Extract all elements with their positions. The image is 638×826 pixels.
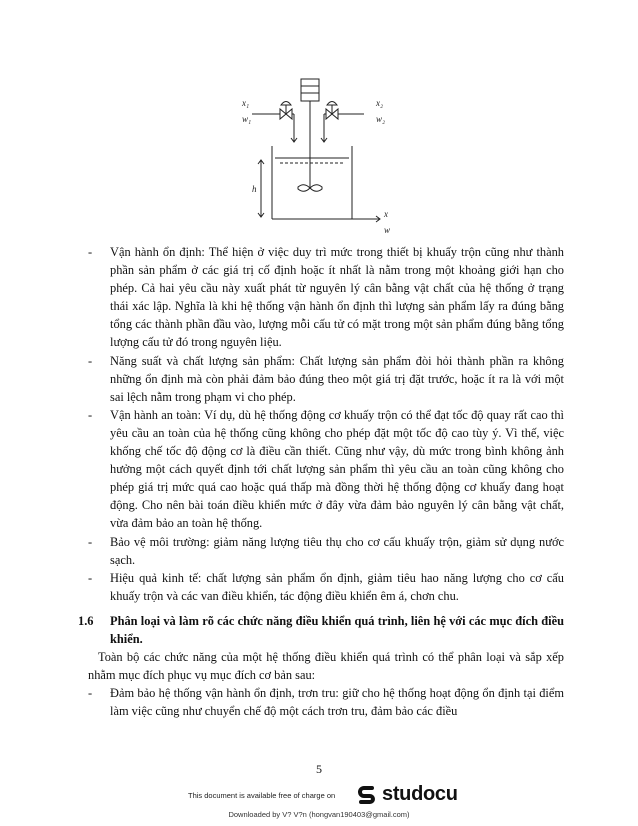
bullet-item: - Hiệu quả kinh tế: chất lượng sản phẩm ổn định, giảm tiêu hao năng lượng cho cơ cấu khuấy trộn và các van điều khiển, tác động điều khiển êm á, chơn chu. <box>88 569 564 605</box>
bullet-item: - Vận hành an toàn: Ví dụ, dù hệ thống động cơ khuấy trộn có thể đạt tốc độ quay rất cao thì yêu cầu an toàn của hệ thống cũng không cho phép đặt một tốc độ cao tùy ý. Vì thế, việc khống chế tốc độ động cơ là điều cần thiết. Cũng như vậy, dù mức trong bình không ảnh hưởng một cách quyết định tới chất lượng sản phẩm thì yêu cầu an toàn cũng không cho phép giá trị mức quá cao hoặc quá thấp mà đồng thời hệ thống động cơ khuấy đang hoạt động. Cho nên bài toán điều khiển mức ở đây vừa đảm bảo nguyên lý cân bằng vật chất, vừa đảm bảo an toàn hệ thống. <box>88 406 564 533</box>
label-w2: w₂ <box>376 114 386 124</box>
impeller-blade-left <box>298 185 310 192</box>
valve-1 <box>280 109 286 119</box>
studocu-logo-icon <box>356 784 378 806</box>
bullet-item: - Bảo vệ môi trường: giảm năng lượng tiêu thụ cho cơ cấu khuấy trộn, giảm sử dụng nước sạch. <box>88 533 564 569</box>
bullet-item: - Vận hành ổn định: Thể hiện ở việc duy trì mức trong thiết bị khuấy trộn cũng như thành phần sản phẩm ở các giá trị cố định hoặc ít nhất là nằm trong một khoảng giới hạn cho phép. Cả hai yêu cầu này xuất phát từ nguyên lý cân bằng vật chất của hệ thống ở trạng thái xác lập. Nghĩa là khi hệ thống vận hành ổn định thì lượng sản phẩm lấy ra đúng bằng tổng các thành phần đầu vào, lượng mỗi cấu tử có mặt trong một sản phẩm đúng bằng tổng lượng cấu tử đó trong nguyên liệu. <box>88 243 564 352</box>
bullet-item: - Năng suất và chất lượng sản phẩm: Chất lượng sản phẩm đòi hỏi thành phần ra không những ổn định mà còn phải đảm bảo đúng theo một giá trị đặt trước, hoặc ít ra là với một sai lệch nằm trong phạm vi cho phép. <box>88 352 564 406</box>
bullet-text: Bảo vệ môi trường: giảm năng lượng tiêu thụ cho cơ cấu khuấy trộn, giảm sử dụng nước sạch. <box>110 534 564 567</box>
availability-text: This document is available free of charge on <box>188 791 336 800</box>
studocu-logo-link[interactable] <box>356 783 458 806</box>
bullet-item: - Đảm bảo hệ thống vận hành ổn định, trơn tru: giữ cho hệ thống hoạt động ổn định tại điểm làm việc cũng như chuyển chế độ một cách trơn tru, đảm bảo các điều <box>88 684 564 720</box>
downloaded-by: Downloaded by V? V?n (hongvan190403@gmail.com) <box>228 810 410 819</box>
impeller-blade-right <box>310 185 322 192</box>
motor-box <box>301 79 319 101</box>
bullet-text: Vận hành an toàn: Ví dụ, dù hệ thống động cơ khuấy trộn có thể đạt tốc độ quay rất cao thì yêu cầu an toàn của hệ thống cũng không cho phép đặt một tốc độ cao tùy ý. Vì thế, việc khống chế tốc độ động cơ là điều cần thiết. Cũng như vậy, dù mức trong bình không ảnh hưởng một cách quyết định tới chất lượng sản phẩm thì yêu cầu an toàn cũng không cho phép giá trị mức quá cao hoặc quá thấp mà đồng thời hệ thống động cơ khuấy đang hoạt động. Cho nên bài toán điều khiển mức ở đây vừa đảm bảo nguyên lý cân bằng vật chất, vừa đảm bảo an toàn hệ thống. <box>110 407 564 531</box>
footer <box>0 783 638 805</box>
section-intro: Toàn bộ các chức năng của một hệ thống điều khiển quá trình có thể phân loại và sắp xếp nhằm mục đích phục vụ mục đích cơ bản sau: <box>88 650 564 683</box>
label-x: x <box>384 209 388 219</box>
label-x1: x₁ <box>242 98 250 108</box>
page-number: 5 <box>316 762 322 776</box>
section-number: 1.6 <box>78 614 94 628</box>
section-heading <box>78 612 564 648</box>
label-w1: w₁ <box>242 114 252 124</box>
label-h: h <box>252 184 257 194</box>
label-x2: x₂ <box>376 98 384 108</box>
bullet-text: Đảm bảo hệ thống vận hành ổn định, trơn tru: giữ cho hệ thống hoạt động ổn định tại điểm làm việc cũng như chuyển chế độ một cách trơn tru, đảm bảo các điều <box>110 686 564 719</box>
valve-2 <box>326 109 332 119</box>
bullet-text: Năng suất và chất lượng sản phẩm: Chất lượng sản phẩm đòi hỏi thành phần ra không những ổn định mà còn phải đảm bảo đúng theo một giá trị đặt trước, hoặc ít ra là với một sai lệch nằm trong phạm vi cho phép. <box>110 353 564 404</box>
bullet-text: Vận hành ổn định: Thể hiện ở việc duy trì mức trong thiết bị khuấy trộn cũng như thành phần sản phẩm ở các giá trị cố định hoặc ít nhất là nằm trong một khoảng giới hạn cho phép. Cả hai yêu cầu này xuất phát từ nguyên lý cân bằng vật chất của hệ thống ở trạng thái xác lập. Nghĩa là khi hệ thống vận hành ổn định thì lượng sản phẩm lấy ra đúng bằng tổng các thành phần đầu vào, lượng mỗi cấu tử có mặt trong một sản phẩm đúng bằng tổng lượng cấu tử đó trong nguyên liệu. <box>110 245 564 350</box>
section-1-6 <box>78 612 564 721</box>
stirred-tank-figure <box>232 76 402 238</box>
section-title: Phân loại và làm rõ các chức năng điều khiển quá trình, liên hệ với các mục đích điều khiển. <box>110 614 564 647</box>
body-bullets <box>88 243 564 605</box>
bullet-text: Hiệu quả kinh tế: chất lượng sản phẩm ổn định, giảm tiêu hao năng lượng cho cơ cấu khuấy trộn và các van điều khiển, tác động điều khiển êm á, chơn chu. <box>110 570 564 603</box>
studocu-wordmark: studocu <box>382 783 458 805</box>
label-w: w <box>384 225 391 235</box>
